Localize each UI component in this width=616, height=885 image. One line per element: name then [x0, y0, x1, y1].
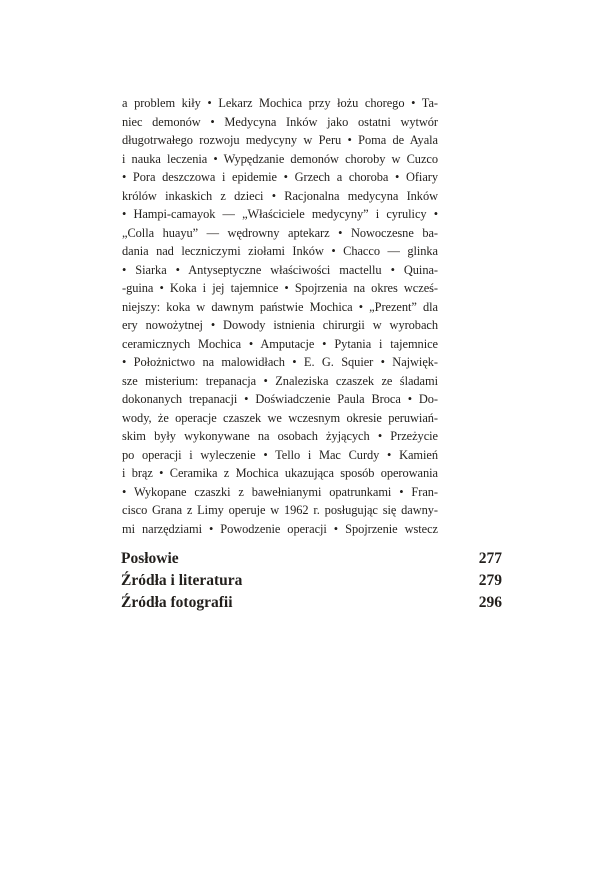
- contents-line: • Położnictwo na malowidłach • E. G. Squier • Najwięk-: [122, 355, 438, 369]
- contents-line: niec demonów • Medycyna Inków jako ostatni wytwór: [122, 114, 438, 129]
- contents-line: • Siarka • Antyseptyczne właściwości mactellu • Quina-: [122, 262, 438, 277]
- toc-entry: [121, 548, 502, 570]
- toc-list: [121, 548, 502, 614]
- contents-line: • Pora deszczowa i epidemie • Grzech a choroba • Ofiary: [122, 170, 438, 184]
- toc-entry-label: Posłowie: [121, 550, 179, 567]
- contents-line: ery nowożytnej • Dowody istnienia chirurgii w wyrobach: [122, 318, 438, 332]
- contents-line: • Wykopane czaszki z bawełnianymi opatrunkami • Fran-: [122, 484, 438, 499]
- contents-line: cisco Grana z Limy operuje w 1962 r. posługując się dawny-: [122, 503, 438, 517]
- contents-line: dokonanych trepanacji • Doświadczenie Paula Broca • Do-: [122, 392, 438, 406]
- toc-entry: [121, 570, 502, 592]
- contents-line: wody, że operacje czaszek we wczesnym okresie peruwiań-: [122, 410, 438, 425]
- contents-line: a problem kiły • Lekarz Mochica przy łożu chorego • Ta-: [122, 96, 438, 110]
- contents-line: sze misterium: trepanacja • Znaleziska czaszek ze śladami: [122, 373, 438, 388]
- contents-line: ceramicznych Mochica • Amputacje • Pytania i tajemnice: [122, 336, 438, 351]
- toc-entry-page: 279: [478, 572, 502, 589]
- toc-entry-page: 296: [478, 594, 502, 611]
- chapter-contents-paragraph: [122, 94, 438, 538]
- toc-entry-page: 277: [478, 550, 502, 567]
- toc-entry-label: Źródła fotografii: [121, 594, 233, 611]
- contents-line: i nauka leczenia • Wypędzanie demonów choroby w Cuzco: [122, 151, 438, 166]
- contents-line: królów inkaskich z dzieci • Racjonalna medycyna Inków: [122, 188, 438, 203]
- contents-line: skim były wykonywane na osobach żyjących • Przeżycie: [122, 429, 438, 443]
- contents-line: długotrwałego rozwoju medycyny w Peru • Poma de Ayala: [122, 133, 438, 147]
- contents-line: • Hampi-camayok — „Właściciele medycyny” i cyrulicy •: [122, 207, 438, 221]
- contents-line: „Colla huayu” — wędrowny aptekarz • Nowoczesne ba-: [122, 225, 438, 240]
- contents-line: dania nad leczniczymi ziołami Inków • Chacco — glinka: [122, 244, 438, 258]
- contents-line: -guina • Koka i jej tajemnice • Spojrzenia na okres wcześ-: [122, 281, 438, 295]
- contents-line: i brąz • Ceramika z Mochica ukazująca sposób operowania: [122, 466, 438, 480]
- contents-line: niejszy: koka w dawnym państwie Mochica • „Prezent” dla: [122, 299, 438, 314]
- contents-line: mi narzędziami • Powodzenie operacji • Spojrzenie wstecz: [122, 521, 438, 536]
- toc-entry-label: Źródła i literatura: [121, 572, 243, 589]
- contents-line: po operacji i wyleczenie • Tello i Mac Curdy • Kamień: [122, 447, 438, 462]
- toc-entry: [121, 592, 502, 614]
